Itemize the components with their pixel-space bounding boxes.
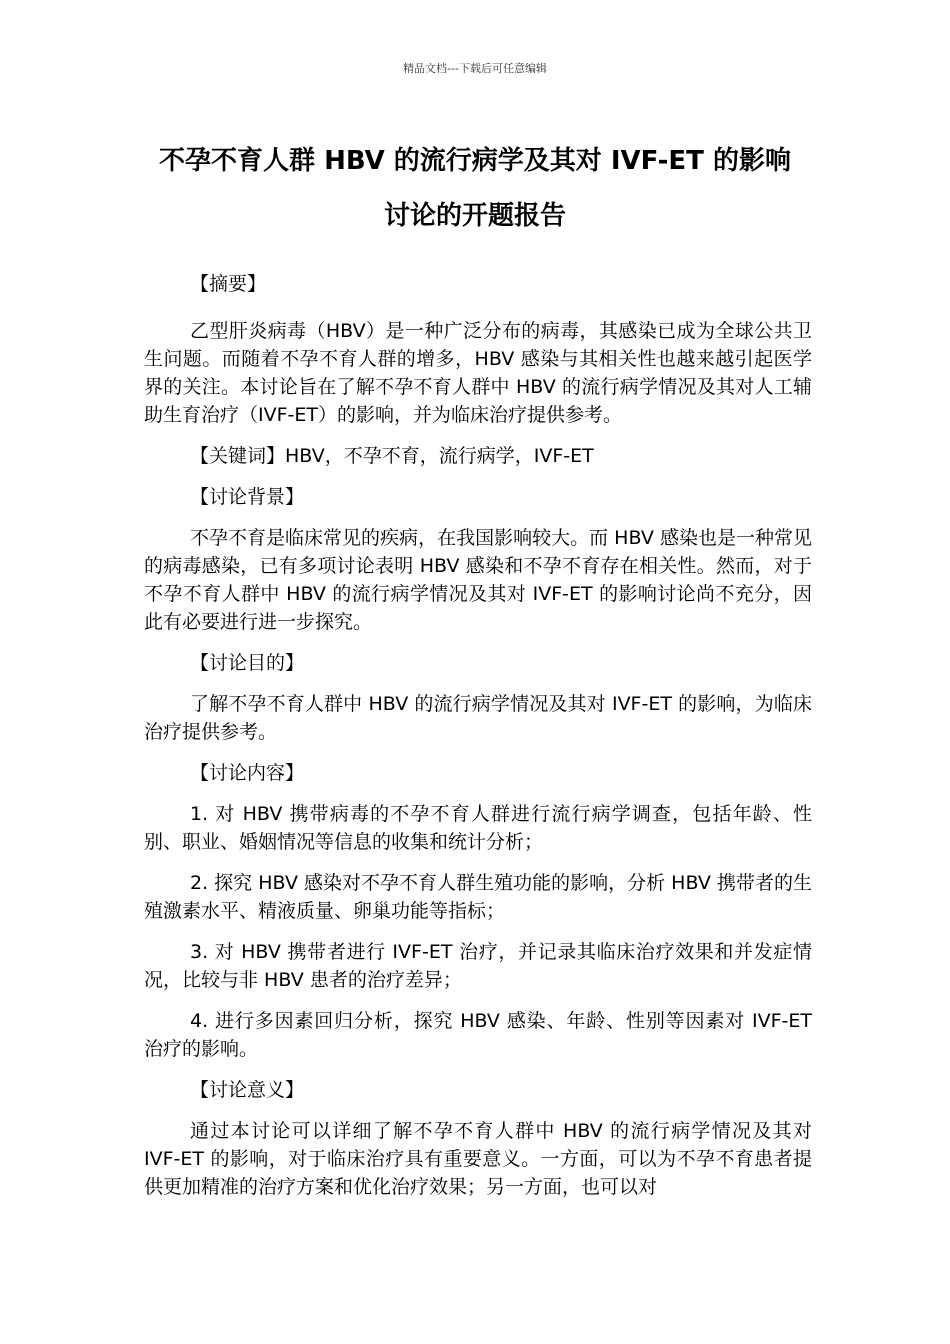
content-item-4: 4. 进行多因素回归分析，探究 HBV 感染、年龄、性别等因素对 IVF-ET 治疗的影响。 xyxy=(144,1010,812,1060)
purpose-paragraph: 了解不孕不育人群中 HBV 的流行病学情况及其对 IVF-ET 的影响，为临床治疗提供参考。 xyxy=(144,693,812,743)
page-header: 精品文档---下载后可任意编辑 xyxy=(403,62,547,75)
keywords-line: 【关键词】HBV，不孕不育，流行病学，IVF-ET xyxy=(190,445,594,467)
abstract-paragraph: 乙型肝炎病毒（HBV）是一种广泛分布的病毒，其感染已成为全球公共卫生问题。而随着不孕不育人群的增多，HBV 感染与其相关性也越来越引起医学界的关注。本讨论旨在了解不孕不育人群中 HBV 的流行病学情况及其对人工辅助生育治疗（IVF-ET）的影响，并为临床治疗提供参考。 xyxy=(144,320,812,426)
content-item-3: 3. 对 HBV 携带者进行 IVF-ET 治疗，并记录其临床治疗效果和并发症情况，比较与非 HBV 患者的治疗差异； xyxy=(144,941,812,991)
section-heading-content: 【讨论内容】 xyxy=(190,762,305,784)
document-title-line-2: 讨论的开题报告 xyxy=(383,201,566,231)
document-body xyxy=(144,270,812,1214)
significance-paragraph: 通过本讨论可以详细了解不孕不育人群中 HBV 的流行病学情况及其对 IVF-ET 的影响，对于临床治疗具有重要意义。一方面，可以为不孕不育患者提供更加精准的治疗方案和优化治疗效果；另一方面，也可以对 xyxy=(144,1120,812,1198)
background-paragraph: 不孕不育是临床常见的疾病，在我国影响较大。而 HBV 感染也是一种常见的病毒感染，已有多项讨论表明 HBV 感染和不孕不育存在相关性。然而，对于不孕不育人群中 HBV 的流行病学情况及其对 IVF-ET 的影响讨论尚不充分，因此有必要进行进一步探究。 xyxy=(144,527,812,633)
section-heading-abstract: 【摘要】 xyxy=(190,273,267,295)
document-title-line-1: 不孕不育人群 HBV 的流行病学及其对 IVF-ET 的影响 xyxy=(159,146,791,176)
section-heading-significance: 【讨论意义】 xyxy=(190,1079,305,1101)
section-heading-purpose: 【讨论目的】 xyxy=(190,652,305,674)
content-item-1: 1. 对 HBV 携带病毒的不孕不育人群进行流行病学调查，包括年龄、性别、职业、婚姻情况等信息的收集和统计分析； xyxy=(144,803,812,853)
content-item-2: 2. 探究 HBV 感染对不孕不育人群生殖功能的影响，分析 HBV 携带者的生殖激素水平、精液质量、卵巢功能等指标； xyxy=(144,872,812,922)
section-heading-background: 【讨论背景】 xyxy=(190,486,305,508)
